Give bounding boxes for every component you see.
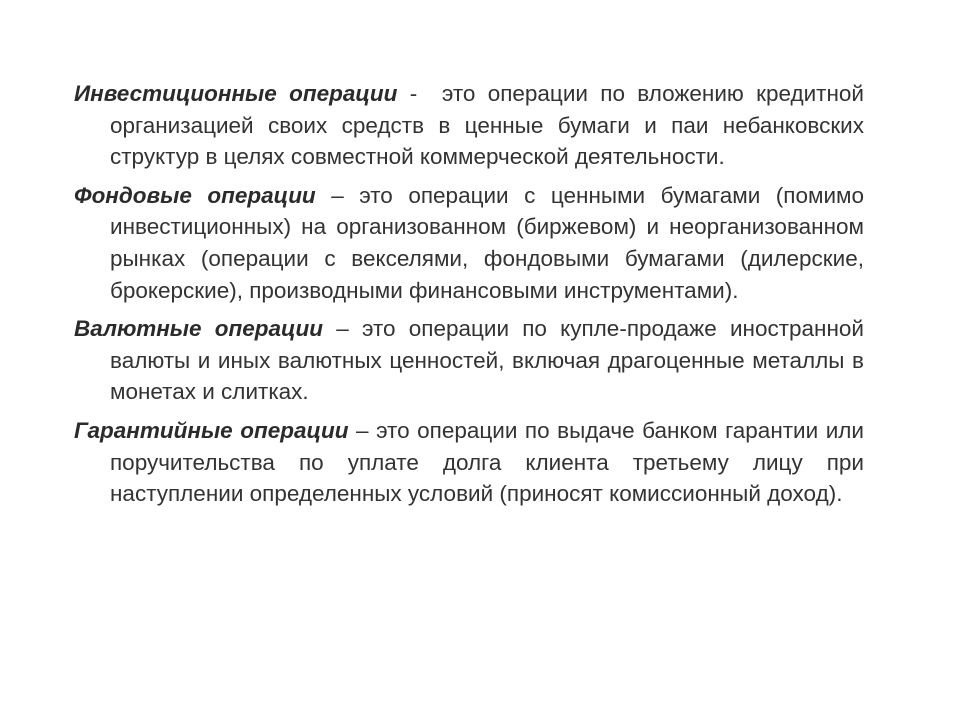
term-currency: Валютные операции [74, 316, 324, 342]
term-investment: Инвестиционные операции [74, 81, 398, 106]
definition-stock [74, 180, 864, 306]
text-stock: это операции с ценными бумагами (помимо инвестиционных) на организованном (биржевом) и неорганизованном рынках (операции с векселями, фондовыми бумагами (дилерские, брокерские), производными финансовыми инструментами). [110, 182, 865, 303]
term-stock: Фондовые операции [74, 182, 316, 208]
text-investment: это операции по вложению кредитной организацией своих средств в ценные бумаги и паи небанковских структур в целях совместной коммерческой деятельности. [110, 81, 864, 170]
definition-guarantee [74, 415, 864, 510]
separator-investment: - [397, 81, 442, 106]
text-currency: это операции по купле-продаже иностранной валюты и иных валютных ценностей, включая драгоценные металлы в монетах и слитках. [110, 316, 864, 405]
separator-guarantee: – [348, 417, 377, 443]
term-guarantee: Гарантийные операции [74, 417, 349, 443]
definition-currency [74, 313, 864, 408]
text-guarantee: это операции по выдаче банком гарантии или поручительства по уплате долга клиента третьему лицу при наступлении определенных условий (приносят комиссионный доход). [110, 417, 864, 507]
separator-stock: – [315, 182, 360, 208]
separator-currency: – [323, 316, 362, 342]
definition-investment [74, 78, 864, 173]
